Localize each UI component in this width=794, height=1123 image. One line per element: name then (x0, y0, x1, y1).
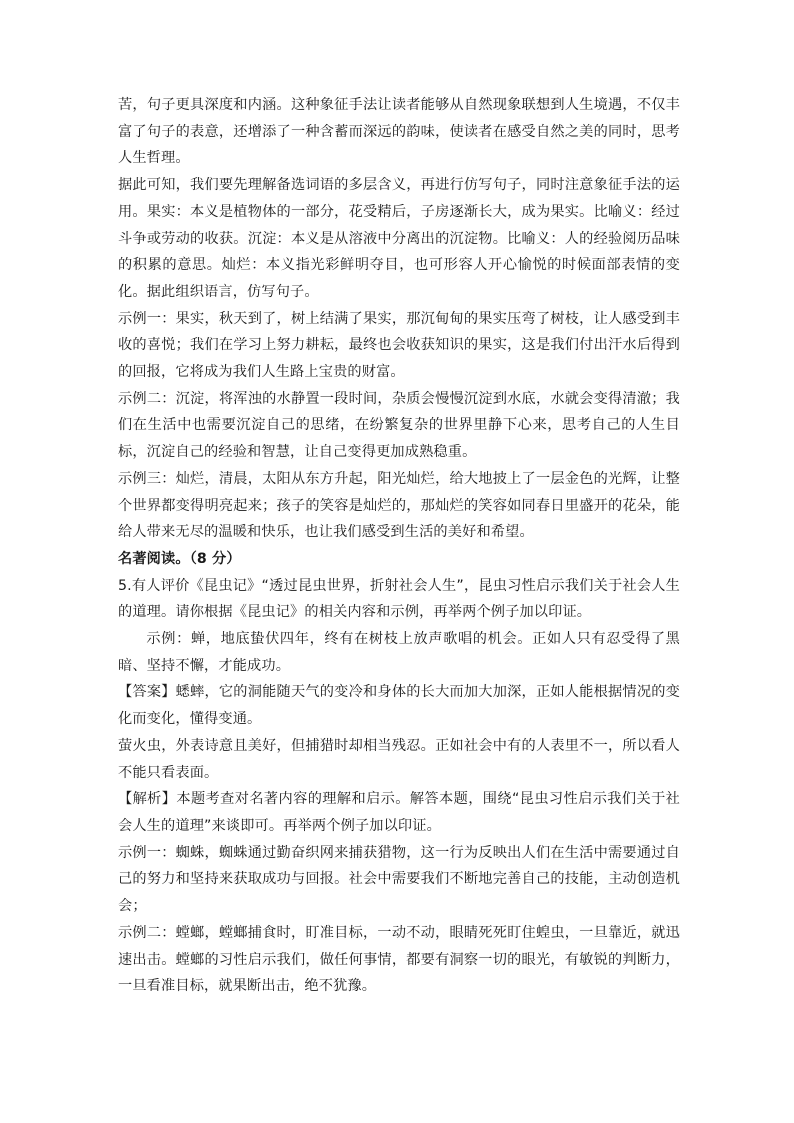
question-5-sample: 示例：蝉，地底蛰伏四年，终有在树枝上放声歌唱的机会。正如人只有忍受得了黑暗、坚持不懈，才能成功。 (118, 631, 680, 674)
paragraph-example-1-fruit: 示例一：果实，秋天到了，树上结满了果实，那沉甸甸的果实压弯了树枝，让人感受到丰收的喜悦；我们在学习上努力耕耘，最终也会收获知识的果实，这是我们付出汗水后得到的回报，它将成为我们人生路上宝贵的财富。 (118, 310, 680, 381)
answer-cricket: 【答案】蟋蟀，它的洞能随天气的变冷和身体的长大而加大加深，正如人能根据情况的变化而变化，懂得变通。 (118, 684, 680, 728)
paragraph-symbolism-explanation: 苦，句子更具深度和内涵。这种象征手法让读者能够从自然现象联想到人生境遇，不仅丰富了句子的表意，还增添了一种含蓄而深远的韵味，使读者在感受自然之美的同时，思考人生哲理。 (118, 97, 680, 167)
analysis-example-spider: 示例一：蜘蛛，蜘蛛通过勤奋织网来捕获猎物，这一行为反映出人们在生活中需要通过自己的努力和坚持来获取成功与回报。社会中需要我们不断地完善自己的技能，主动创造机会； (118, 844, 680, 915)
paragraph-word-meanings: 据此可知，我们要先理解备选词语的多层含义，再进行仿写句子，同时注意象征手法的运用。果实：本义是植物体的一部分，花受精后，子房逐渐长大，成为果实。比喻义：经过斗争或劳动的收获。沉淀：本义是从溶液中分离出的沉淀物。比喻义：人的经验阅历品味的积累的意思。灿烂：本义指光彩鲜明夺目，也可形容人开心愉悦的时候面部表情的变化。据此组织语言，仿写句子。 (118, 177, 680, 300)
section-heading-classic-reading: 名著阅读。（8 分） (118, 550, 241, 567)
paragraph-example-2-sediment: 示例二：沉淀，将浑浊的水静置一段时间，杂质会慢慢沉淀到水底，水就会变得清澈；我们在生活中也需要沉淀自己的思绪，在纷繁复杂的世界里静下心来，思考自己的人生目标，沉淀自己的经验和智慧，让自己变得更加成熟稳重。 (118, 390, 680, 461)
answer-firefly: 萤火虫，外表诗意且美好，但捕猎时却相当残忍。正如社会中有的人表里不一，所以看人不能只看表面。 (118, 737, 680, 781)
analysis-example-mantis: 示例二：螳螂，螳螂捕食时，盯准目标，一动不动，眼睛死死盯住蝗虫，一旦靠近，就迅速出击。螳螂的习性启示我们，做任何事情，都要有洞察一切的眼光，有敏锐的判断力，一旦看准目标，就果断出击，绝不犹豫。 (118, 924, 680, 995)
question-5-prompt: 5.有人评价《昆虫记》“透过昆虫世界，折射社会人生”，昆虫习性启示我们关于社会人生的道理。请你根据《昆虫记》的相关内容和示例，再举两个例子加以印证。 (118, 577, 680, 621)
paragraph-example-3-brilliant: 示例三：灿烂，清晨，太阳从东方升起，阳光灿烂，给大地披上了一层金色的光辉，让整个世界都变得明亮起来；孩子的笑容是灿烂的，那灿烂的笑容如同春日里盛开的花朵，能给人带来无尽的温暖和快乐，也让我们感受到生活的美好和希望。 (118, 470, 680, 541)
analysis-intro: 【解析】本题考查对名著内容的理解和启示。解答本题，围绕“昆虫习性启示我们关于社会人生的道理”来谈即可。再举两个例子加以印证。 (118, 791, 680, 834)
document-body (118, 92, 680, 1000)
